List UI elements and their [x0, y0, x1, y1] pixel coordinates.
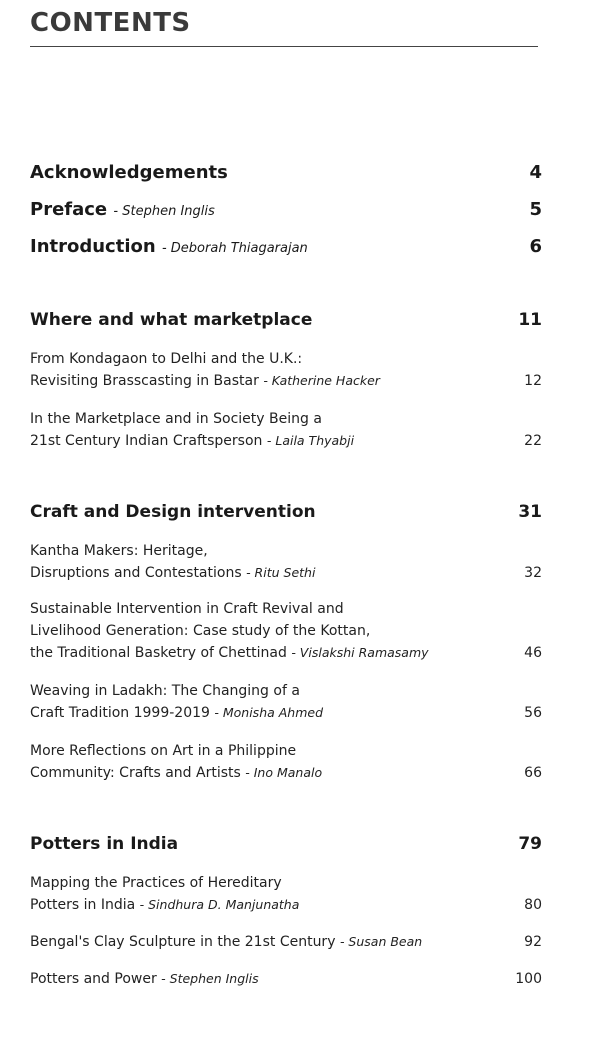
page-number: 31 — [518, 502, 542, 522]
chapter-title-line: From Kondagaon to Delhi and the U.K.: — [30, 351, 303, 367]
chapter-author: - Katherine Hacker — [263, 373, 380, 388]
page-number: 80 — [524, 897, 542, 913]
page-number: 11 — [518, 310, 542, 330]
chapter-title-line: More Reflections on Art in a Philippine — [30, 743, 297, 759]
page-number: 56 — [524, 705, 542, 721]
chapter-title-line: the Traditional Basketry of Chettinad — [30, 645, 287, 661]
chapter-author: - Vislakshi Ramasamy — [291, 645, 429, 660]
chapter-author: - Stephen Inglis — [161, 971, 259, 986]
page-number: 22 — [524, 433, 542, 449]
section-heading — [30, 834, 542, 854]
chapter-entry — [30, 408, 542, 452]
page-number: 12 — [524, 373, 542, 389]
chapter-author: - Monisha Ahmed — [214, 705, 324, 720]
chapter-author: - Susan Bean — [339, 934, 423, 949]
chapter-entry — [30, 968, 542, 990]
chapter-title-line: Weaving in Ladakh: The Changing of a — [30, 683, 300, 699]
chapter-title-line: In the Marketplace and in Society Being a — [30, 411, 322, 427]
chapter-title-line: Potters and Power — [30, 971, 157, 987]
entry-title: Preface — [30, 199, 108, 220]
section-heading — [30, 310, 542, 330]
toc-entry-introduction — [30, 236, 542, 257]
entry-author: - Stephen Inglis — [113, 204, 215, 219]
chapter-entry — [30, 540, 542, 584]
chapter-entry — [30, 872, 542, 916]
toc-entry-preface — [30, 199, 542, 220]
page-number: 66 — [524, 765, 542, 781]
page-title: CONTENTS — [30, 8, 191, 38]
chapter-title-line: Potters in India — [30, 897, 136, 913]
title-divider — [30, 46, 538, 47]
chapter-title-line: Revisiting Brasscasting in Bastar — [30, 373, 259, 389]
chapter-entry — [30, 348, 542, 392]
chapter-title-line: Bengal's Clay Sculpture in the 21st Century — [30, 934, 336, 950]
chapter-author: - Sindhura D. Manjunatha — [139, 897, 300, 912]
page-number: 5 — [529, 199, 542, 220]
chapter-title-line: Sustainable Intervention in Craft Revival and — [30, 601, 344, 617]
chapter-entry — [30, 598, 542, 664]
toc-entry-acknowledgements — [30, 162, 542, 183]
page-number: 32 — [524, 565, 542, 581]
section-title: Potters in India — [30, 834, 179, 854]
page-number: 4 — [529, 162, 542, 183]
entry-author: - Deborah Thiagarajan — [161, 241, 308, 256]
chapter-author: - Ritu Sethi — [246, 565, 316, 580]
chapter-title-line: Craft Tradition 1999-2019 — [30, 705, 210, 721]
chapter-title-line: Livelihood Generation: Case study of the Kottan, — [30, 623, 371, 639]
entry-title: Acknowledgements — [30, 162, 228, 183]
page-number: 92 — [524, 934, 542, 950]
chapter-author: - Ino Manalo — [245, 765, 323, 780]
section-title: Craft and Design intervention — [30, 502, 316, 522]
chapter-title-line: 21st Century Indian Craftsperson — [30, 433, 263, 449]
chapter-title-line: Community: Crafts and Artists — [30, 765, 241, 781]
page-number: 100 — [515, 971, 542, 987]
chapter-author: - Laila Thyabji — [266, 433, 355, 448]
entry-title: Introduction — [30, 236, 156, 257]
section-heading — [30, 502, 542, 522]
chapter-entry — [30, 740, 542, 784]
chapter-entry — [30, 931, 542, 953]
chapter-title-line: Disruptions and Contestations — [30, 565, 242, 581]
section-title: Where and what marketplace — [30, 310, 313, 330]
chapter-title-line: Kantha Makers: Heritage, — [30, 543, 208, 559]
page-number: 46 — [524, 645, 542, 661]
chapter-title-line: Mapping the Practices of Hereditary — [30, 875, 282, 891]
page-number: 6 — [529, 236, 542, 257]
chapter-entry — [30, 680, 542, 724]
page-number: 79 — [518, 834, 542, 854]
